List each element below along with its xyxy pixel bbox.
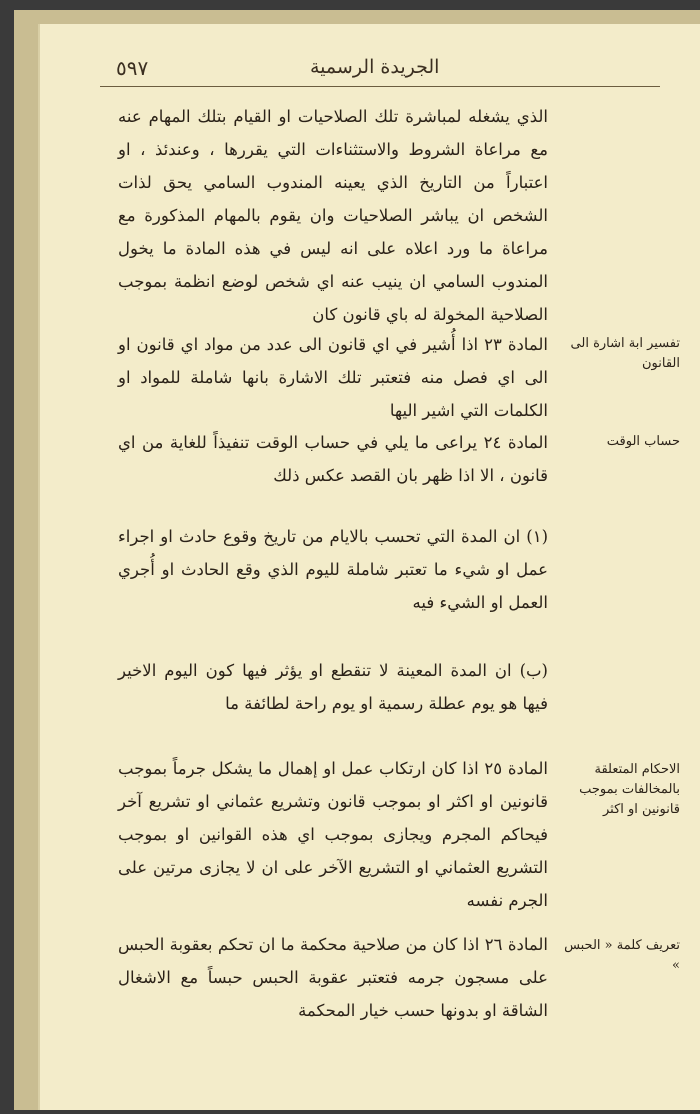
header-rule bbox=[100, 86, 660, 87]
margin-note-24: حساب الوقت bbox=[606, 434, 680, 449]
page-number: ٥٩٧ bbox=[116, 56, 149, 80]
article-24-clause-b: (ب) ان المدة المعينة لا تنقطع او يؤثر فيها كون اليوم الاخير فيها هو يوم عطلة رسمية او يوم راحة لطائفة ما bbox=[118, 661, 548, 713]
running-title: الجريدة الرسمية bbox=[310, 56, 440, 78]
article-25: المادة ٢٥ اذا كان ارتكاب عمل او إهمال ما يشكل جرماً بموجب قانونين او اكثر او بموجب قانون وتشريع عثماني او تشريع آخر فيحاكم المجرم ويجازى بموجب اي هذه القوانين او بموجب التشريع العثماني او التشريع الآخر على ان لا يجازى مرتين على الجرم نفسه bbox=[118, 759, 548, 910]
article-26: المادة ٢٦ اذا كان من صلاحية محكمة ما ان تحكم بعقوبة الحبس على مسجون جرمه فتعتبر عقوبة الحبس حبساً مع الاشغال الشاقة او بدونها حسب خيار المحكمة bbox=[118, 935, 548, 1020]
margin-note-26: تعريف كلمة « الحبس » bbox=[564, 938, 680, 973]
article-24: المادة ٢٤ يراعى ما يلي في حساب الوقت تنفيذاً للغاية من اي قانون ، الا اذا ظهر بان القصد عكس ذلك bbox=[118, 433, 548, 485]
margin-note-25: الاحكام المتعلقة بالمخالفات بموجب قانونين او اكثر bbox=[579, 762, 680, 817]
article-23: المادة ٢٣ اذا أُشير في اي قانون الى عدد من مواد اي قانون او الى اي فصل منه فتعتبر تلك الاشارة بانها شاملة للمواد او الكلمات التي اشير اليها bbox=[118, 335, 548, 420]
margin-note-23: تفسير ابة اشارة الى القانون bbox=[570, 336, 680, 371]
article-24-clause-1: (١) ان المدة التي تحسب بالايام من تاريخ وقوع حادث او اجراء عمل او شيء ما تعتبر شاملة لليوم الذي وقع الحادث او أُجري العمل او الشيء فيه bbox=[118, 527, 548, 612]
paragraph-continuation: الذي يشغله لمباشرة تلك الصلاحيات او القيام بتلك المهام عنه مع مراعاة الشروط والاستثناءات التي يقررها ، وعندئذ ، او اعتباراً من التاريخ الذي يعينه المندوب السامي يحق لذات الشخص ان يباشر الصلاحيات وان يقوم بالمهام المذكورة مع مراعاة ما ورد اعلاه على انه ليس في هذه المادة ما يخول المندوب السامي ان ينيب عنه اي شخص لوضع انظمة بموجب الصلاحية المخولة له باي قانون كان bbox=[118, 107, 548, 324]
